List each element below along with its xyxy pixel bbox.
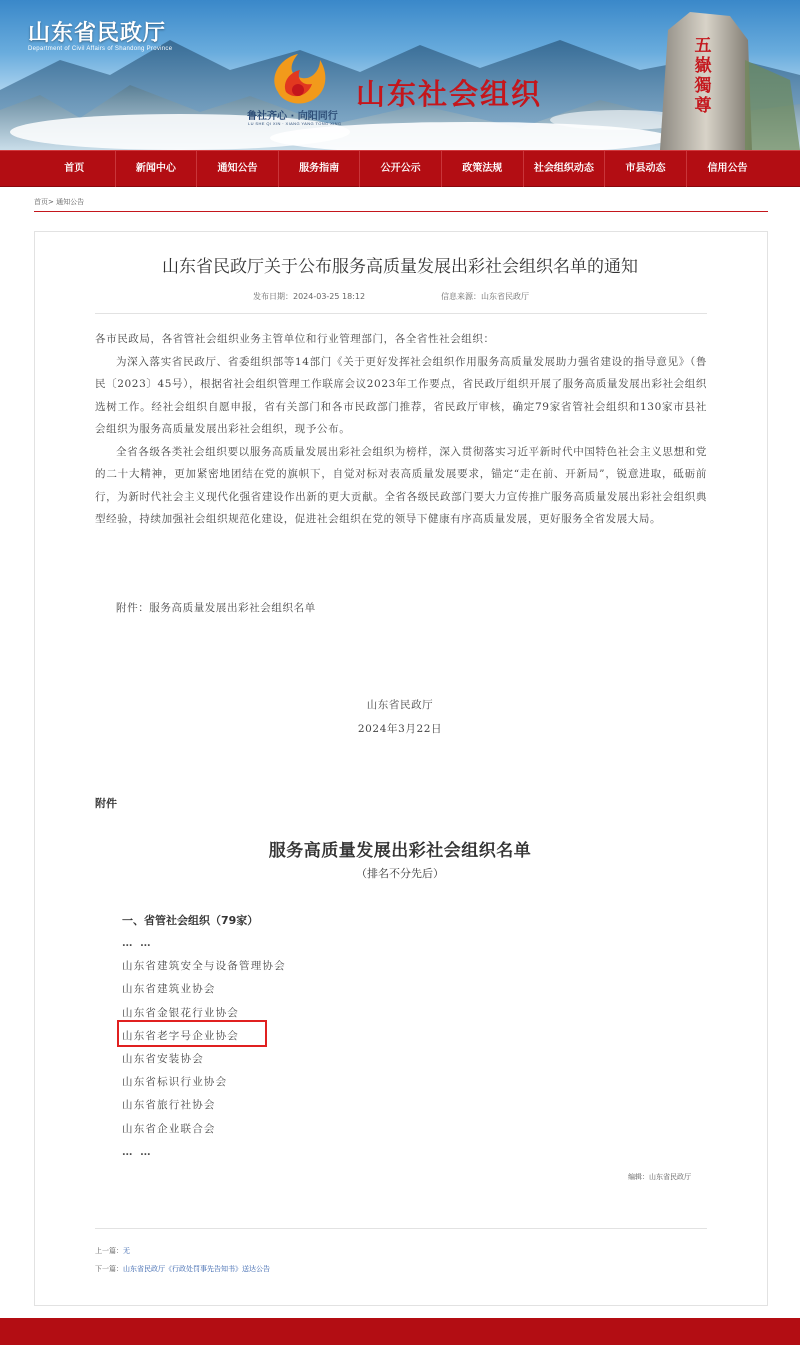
attachment-line-text[interactable]: 附件：服务高质量发展出彩社会组织名单 xyxy=(116,602,316,614)
footer-bar xyxy=(0,1318,800,1345)
prev-link[interactable]: 无 xyxy=(123,1247,130,1255)
breadcrumb-current[interactable]: 通知公告 xyxy=(56,198,85,206)
publish-date: 发布日期：2024-03-25 18:12 xyxy=(253,292,366,301)
nav-item-service-guide[interactable]: 服务指南 xyxy=(279,151,361,187)
list-item: 山东省安装协会 xyxy=(122,1052,204,1065)
paragraph-1: 为深入落实省民政厅、省委组织部等14部门《关于更好发挥社会组织作用服务高质量发展助力强省建设的指导意见》（鲁民〔2023〕45号），根据省社会组织管理工作联席会议2023年工作要点，省民政厅组织开展了服务高质量发展出彩社会组织选树工作。经社会组织自愿申报，省有关部门和各市民政部门推荐，省民政厅审核，确定79家省管社会组织和130家市县社会组织为服务高质量发展出彩社会组织，现予公布。 xyxy=(95,355,707,435)
paragraph-2: 全省各级各类社会组织要以服务高质量发展出彩社会组织为榜样，深入贯彻落实习近平新时代中国特色社会主义思想和党的二十大精神，更加紧密地团结在党的旗帜下，自觉对标对表高质量发展要求，锚定“走在前、开新局”，锐意进取，砥砺前行，为新时代社会主义现代化强省建设作出新的更大贡献。全省各级民政部门要大力宣传推广服务高质量发展出彩社会组织典型经验，持续加强社会组织规范化建设，促进社会组织在党的领导下健康有序高质量发展，更好服务全省发展大局。 xyxy=(95,445,707,525)
salutation: 各市民政局，各省管社会组织业务主管单位和行业管理部门，各全省性社会组织： xyxy=(95,333,495,345)
site-name-en: Department of Civil Affairs of Shandong Province xyxy=(28,46,173,52)
list-title: 服务高质量发展出彩社会组织名单 xyxy=(268,841,532,861)
nav-item-city-news[interactable]: 市县动态 xyxy=(605,151,687,187)
attachment-line xyxy=(95,597,707,620)
list-item: 山东省标识行业协会 xyxy=(122,1076,228,1089)
brand-title: 山东社会组织 xyxy=(356,77,543,111)
nav-item-notices[interactable]: 通知公告 xyxy=(197,151,279,187)
next-link[interactable]: 山东省民政厅《行政处罚事先告知书》送达公告 xyxy=(123,1265,270,1273)
list-item-highlighted: 山东省老字号企业协会 xyxy=(122,1029,239,1042)
section-heading: 一、省管社会组织（79家） xyxy=(122,914,259,927)
list-item: 山东省旅行社协会 xyxy=(122,1099,216,1112)
nav-item-home[interactable]: 首页 xyxy=(34,151,116,187)
next-label: 下一篇： xyxy=(95,1265,123,1273)
list-item: 山东省企业联合会 xyxy=(122,1122,216,1135)
breadcrumb-home[interactable]: 首页 xyxy=(34,198,48,206)
prev-article xyxy=(95,1246,130,1256)
list-item: 山东省金银花行业协会 xyxy=(122,1006,239,1019)
article-title: 山东省民政厅关于公布服务高质量发展出彩社会组织名单的通知 xyxy=(162,257,638,277)
prev-label: 上一篇： xyxy=(95,1247,123,1255)
sign-date: 2024年3月22日 xyxy=(357,723,443,735)
attachment-label: 附件 xyxy=(95,797,117,810)
list-item: 山东省建筑安全与设备管理协会 xyxy=(122,960,286,973)
breadcrumb-divider xyxy=(34,211,768,212)
slogan: 鲁社齐心 · 向阳同行 xyxy=(247,111,338,122)
signature: 山东省民政厅 xyxy=(366,699,434,711)
site-name[interactable]: 山东省民政厅 xyxy=(28,20,167,46)
nav-item-public-notice[interactable]: 公开公示 xyxy=(360,151,442,187)
nav-item-news[interactable]: 新闻中心 xyxy=(116,151,198,187)
nav-item-org-news[interactable]: 社会组织动态 xyxy=(524,151,606,187)
nav-item-policies[interactable]: 政策法规 xyxy=(442,151,524,187)
next-article xyxy=(95,1264,270,1274)
article-body xyxy=(95,328,707,531)
list-item: … … xyxy=(122,937,153,949)
nav-item-credit[interactable]: 信用公告 xyxy=(707,163,748,174)
slogan-en: LU SHE QI XIN · XIANG YANG TONG XING xyxy=(248,121,342,126)
breadcrumb xyxy=(34,197,84,207)
editor: 编辑：山东省民政厅 xyxy=(628,1173,691,1181)
list-item: … … xyxy=(122,1145,153,1158)
rock-inscription: 五嶽獨尊 xyxy=(694,36,712,116)
breadcrumb-separator: > xyxy=(48,198,54,206)
meta-divider xyxy=(95,313,707,314)
highlight-box xyxy=(117,1020,267,1047)
bottom-divider xyxy=(95,1228,707,1229)
info-source: 信息来源：山东省民政厅 xyxy=(441,292,529,301)
main-nav xyxy=(0,150,800,187)
list-subtitle: （排名不分先后） xyxy=(356,867,444,880)
list-item: 山东省建筑业协会 xyxy=(122,983,216,996)
org-list xyxy=(122,932,422,1164)
header-banner xyxy=(0,0,800,150)
